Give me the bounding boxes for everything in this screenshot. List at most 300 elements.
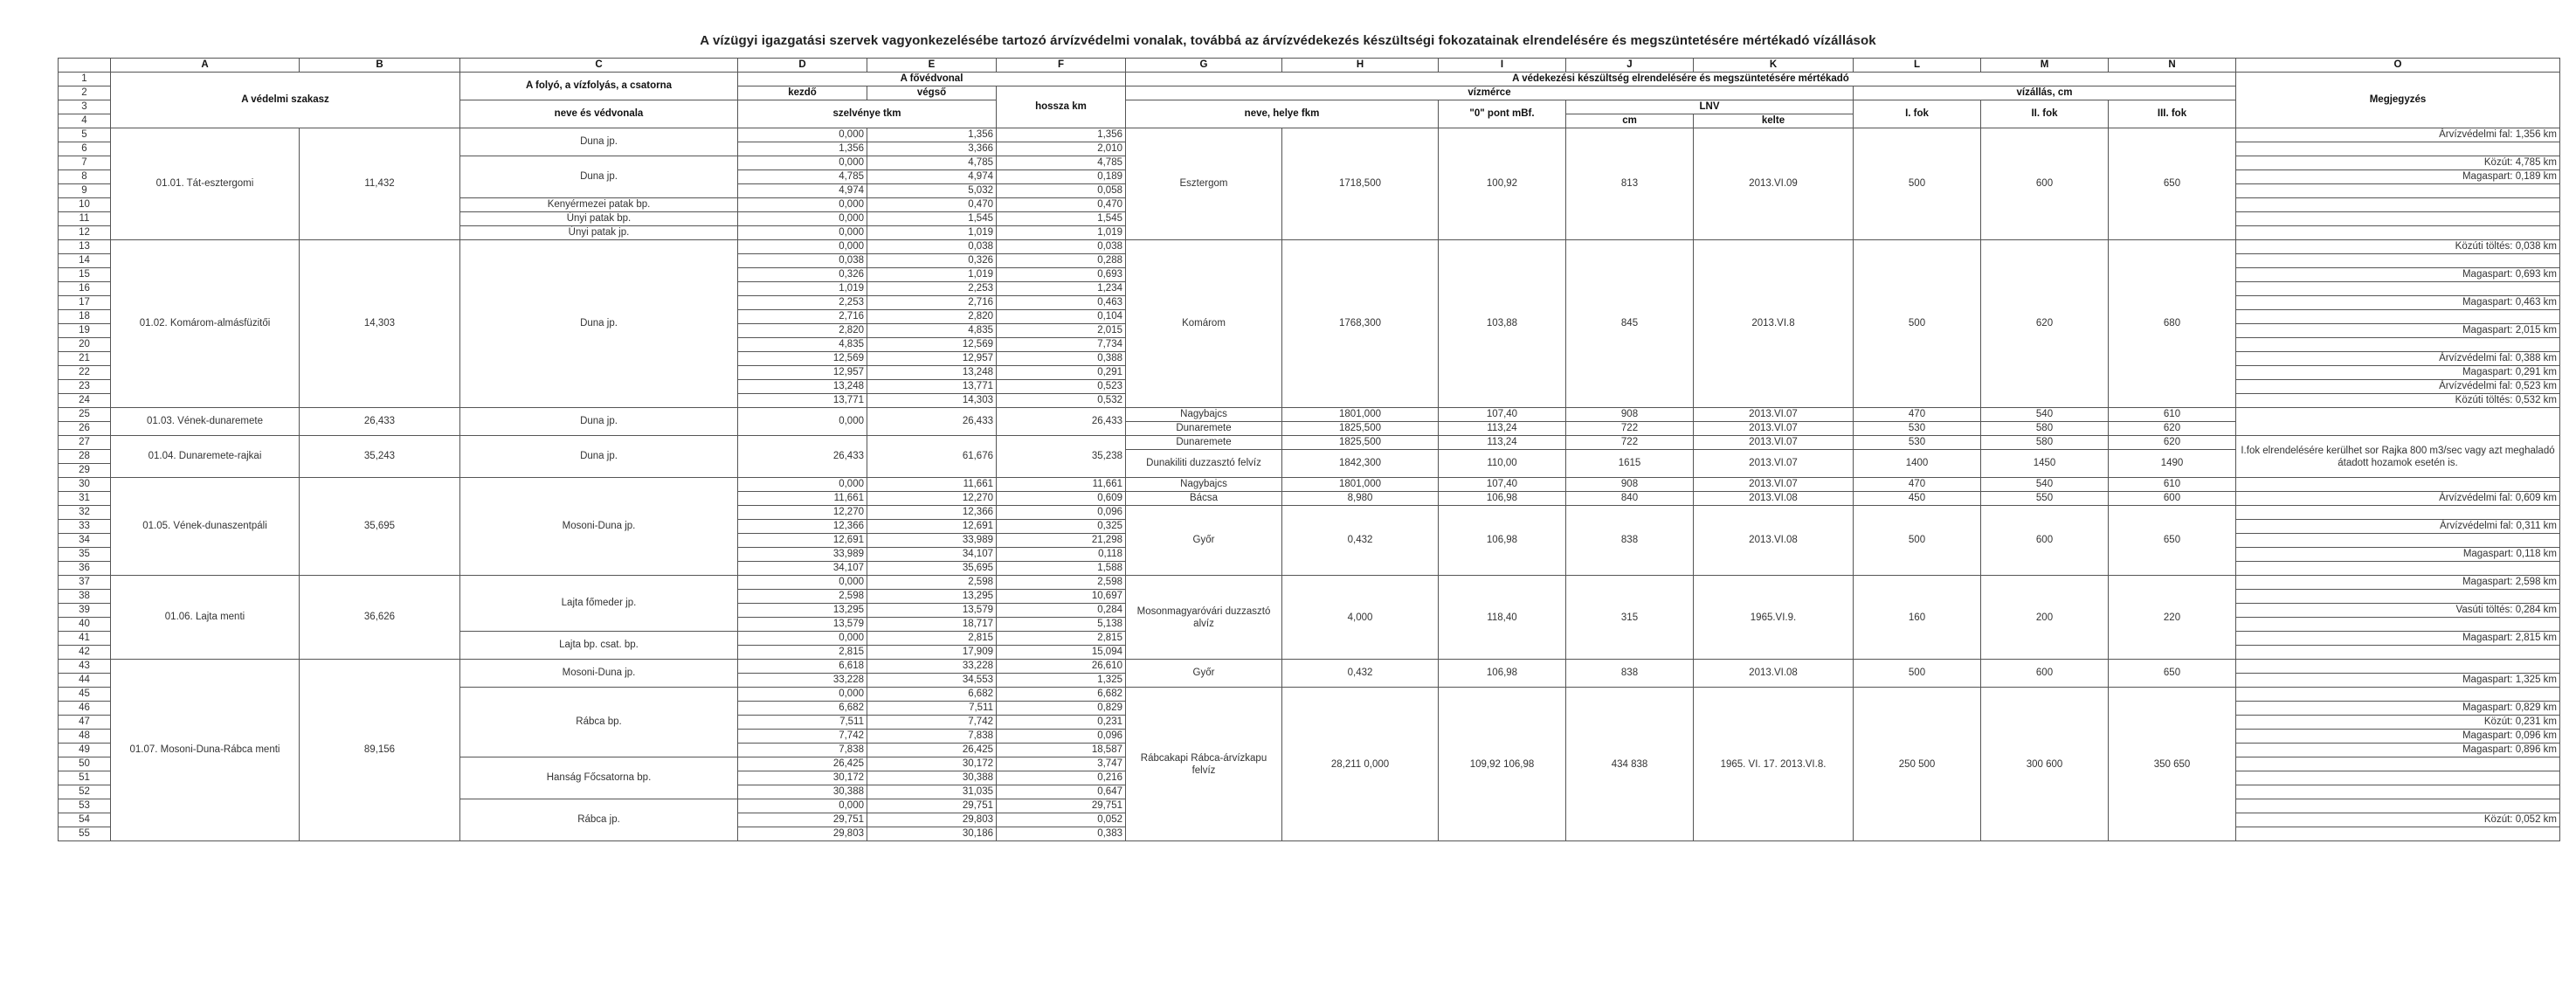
table-row <box>59 660 2560 674</box>
end-km: 26,433 <box>867 408 997 436</box>
end-km: 7,742 <box>867 716 997 730</box>
start-km: 4,974 <box>738 184 867 198</box>
row-number: 14 <box>59 254 111 268</box>
note-cell: Árvízvédelmi fal: 0,311 km <box>2236 520 2560 534</box>
row-number: 47 <box>59 716 111 730</box>
note-cell: Magaspart: 2,015 km <box>2236 324 2560 338</box>
level-1-value: 470 <box>1854 408 1981 422</box>
end-km: 11,661 <box>867 478 997 492</box>
length-km: 2,598 <box>997 576 1126 590</box>
gauge-fkm: 1801,000 <box>1282 408 1439 422</box>
note-cell <box>2236 212 2560 226</box>
level-2-value: 1450 <box>1981 450 2109 478</box>
header-water-level: vízállás, cm <box>1854 86 2236 100</box>
level-3-value: 620 <box>2109 422 2236 436</box>
row-number: 10 <box>59 198 111 212</box>
row-number: 8 <box>59 170 111 184</box>
section-length: 36,626 <box>300 576 460 660</box>
gauge-lnv-cm: 838 <box>1566 506 1694 576</box>
start-km: 12,366 <box>738 520 867 534</box>
length-km: 5,138 <box>997 618 1126 632</box>
level-2-value: 300 600 <box>1981 688 2109 841</box>
length-km: 0,291 <box>997 366 1126 380</box>
end-km: 6,682 <box>867 688 997 702</box>
column-letter: N <box>2109 59 2236 73</box>
length-km: 2,015 <box>997 324 1126 338</box>
level-3-value: 1490 <box>2109 450 2236 478</box>
start-km: 2,815 <box>738 646 867 660</box>
gauge-fkm: 1825,500 <box>1282 422 1439 436</box>
column-letter: B <box>300 59 460 73</box>
end-km: 26,425 <box>867 744 997 757</box>
column-letter: D <box>738 59 867 73</box>
length-km: 1,356 <box>997 128 1126 142</box>
gauge-fkm: 1768,300 <box>1282 240 1439 408</box>
gauge-lnv-cm: 722 <box>1566 436 1694 450</box>
level-2-value: 540 <box>1981 478 2109 492</box>
row-number: 31 <box>59 492 111 506</box>
gauge-zero-point: 107,40 <box>1439 478 1566 492</box>
section-name: 01.03. Vének-dunaremete <box>111 408 300 436</box>
length-km: 0,463 <box>997 296 1126 310</box>
row-number: 52 <box>59 785 111 799</box>
start-km: 12,957 <box>738 366 867 380</box>
start-km: 0,326 <box>738 268 867 282</box>
section-length: 14,303 <box>300 240 460 408</box>
end-km: 2,716 <box>867 296 997 310</box>
gauge-zero-point: 100,92 <box>1439 128 1566 240</box>
note-cell <box>2236 799 2560 813</box>
start-km: 34,107 <box>738 562 867 576</box>
gauge-lnv-cm: 845 <box>1566 240 1694 408</box>
row-number: 20 <box>59 338 111 352</box>
river-name: Kenyérmezei patak bp. <box>460 198 738 212</box>
level-1-value: 450 <box>1854 492 1981 506</box>
row-number: 46 <box>59 702 111 716</box>
row-number: 15 <box>59 268 111 282</box>
section-length: 26,433 <box>300 408 460 436</box>
note-cell <box>2236 408 2560 436</box>
end-km: 33,228 <box>867 660 997 674</box>
row-number: 55 <box>59 827 111 841</box>
note-cell: Árvízvédelmi fal: 0,523 km <box>2236 380 2560 394</box>
level-1-value: 530 <box>1854 422 1981 436</box>
gauge-name: Nagybajcs <box>1126 408 1282 422</box>
gauge-lnv-cm: 813 <box>1566 128 1694 240</box>
length-km: 18,587 <box>997 744 1126 757</box>
end-km: 12,569 <box>867 338 997 352</box>
start-km: 1,356 <box>738 142 867 156</box>
end-km: 1,356 <box>867 128 997 142</box>
row-number: 25 <box>59 408 111 422</box>
end-km: 1,019 <box>867 268 997 282</box>
level-2-value: 620 <box>1981 240 2109 408</box>
gauge-zero-point: 106,98 <box>1439 660 1566 688</box>
length-km: 0,096 <box>997 506 1126 520</box>
row-number: 35 <box>59 548 111 562</box>
note-cell: Magaspart: 0,896 km <box>2236 744 2560 757</box>
end-km: 34,553 <box>867 674 997 688</box>
note-cell <box>2236 506 2560 520</box>
length-km: 1,325 <box>997 674 1126 688</box>
start-km: 2,716 <box>738 310 867 324</box>
end-km: 2,815 <box>867 632 997 646</box>
row-number: 11 <box>59 212 111 226</box>
section-name: 01.05. Vének-dunaszentpáli <box>111 478 300 576</box>
note-cell <box>2236 534 2560 548</box>
start-km: 4,785 <box>738 170 867 184</box>
length-km: 26,610 <box>997 660 1126 674</box>
note-cell <box>2236 198 2560 212</box>
length-km: 4,785 <box>997 156 1126 170</box>
length-km: 21,298 <box>997 534 1126 548</box>
row-number: 34 <box>59 534 111 548</box>
start-km: 0,000 <box>738 226 867 240</box>
length-km: 0,096 <box>997 730 1126 744</box>
note-cell: Magaspart: 0,118 km <box>2236 548 2560 562</box>
gauge-lnv-cm: 315 <box>1566 576 1694 660</box>
column-letter: O <box>2236 59 2560 73</box>
gauge-fkm: 4,000 <box>1282 576 1439 660</box>
start-km: 11,661 <box>738 492 867 506</box>
header-level-3: III. fok <box>2109 100 2236 128</box>
start-km: 0,000 <box>738 198 867 212</box>
river-name: Rábca jp. <box>460 799 738 841</box>
river-name: Mosoni-Duna jp. <box>460 478 738 576</box>
row-number: 22 <box>59 366 111 380</box>
start-km: 29,751 <box>738 813 867 827</box>
start-km: 0,000 <box>738 478 867 492</box>
section-name: 01.06. Lajta menti <box>111 576 300 660</box>
end-km: 29,803 <box>867 813 997 827</box>
start-km: 0,000 <box>738 156 867 170</box>
start-km: 7,742 <box>738 730 867 744</box>
row-number: 18 <box>59 310 111 324</box>
row-number: 17 <box>59 296 111 310</box>
row-number: 39 <box>59 604 111 618</box>
start-km: 13,771 <box>738 394 867 408</box>
note-cell <box>2236 184 2560 198</box>
header-gauge: vízmérce <box>1126 86 1854 100</box>
header-river: A folyó, a vízfolyás, a csatorna <box>460 73 738 100</box>
river-name: Lajta főmeder jp. <box>460 576 738 632</box>
length-km: 0,523 <box>997 380 1126 394</box>
end-km: 17,909 <box>867 646 997 660</box>
note-cell: Magaspart: 0,463 km <box>2236 296 2560 310</box>
gauge-lnv-date: 2013.VI.08 <box>1694 492 1854 506</box>
level-3-value: 610 <box>2109 478 2236 492</box>
end-km: 14,303 <box>867 394 997 408</box>
level-2-value: 600 <box>1981 506 2109 576</box>
end-km: 13,295 <box>867 590 997 604</box>
length-km: 0,284 <box>997 604 1126 618</box>
note-cell <box>2236 562 2560 576</box>
length-km: 7,734 <box>997 338 1126 352</box>
note-cell <box>2236 478 2560 492</box>
start-km: 26,433 <box>738 436 867 478</box>
gauge-lnv-date: 2013.VI.09 <box>1694 128 1854 240</box>
gauge-lnv-date: 1965. VI. 17. 2013.VI.8. <box>1694 688 1854 841</box>
end-km: 35,695 <box>867 562 997 576</box>
start-km: 33,228 <box>738 674 867 688</box>
river-name: Duna jp. <box>460 156 738 198</box>
header-level-2: II. fok <box>1981 100 2109 128</box>
length-km: 0,609 <box>997 492 1126 506</box>
note-cell: Magaspart: 0,291 km <box>2236 366 2560 380</box>
level-3-value: 610 <box>2109 408 2236 422</box>
end-km: 29,751 <box>867 799 997 813</box>
row-number: 38 <box>59 590 111 604</box>
start-km: 7,511 <box>738 716 867 730</box>
table-row <box>59 408 2560 422</box>
river-name: Duna jp. <box>460 128 738 156</box>
row-number: 51 <box>59 771 111 785</box>
row-number: 13 <box>59 240 111 254</box>
row-number: 40 <box>59 618 111 632</box>
end-km: 18,717 <box>867 618 997 632</box>
row-number: 33 <box>59 520 111 534</box>
header-lnv: LNV <box>1566 100 1854 114</box>
note-cell <box>2236 757 2560 771</box>
end-km: 4,835 <box>867 324 997 338</box>
start-km: 29,803 <box>738 827 867 841</box>
end-km: 33,989 <box>867 534 997 548</box>
row-number: 27 <box>59 436 111 450</box>
note-cell <box>2236 646 2560 660</box>
header-river-line: neve és védvonala <box>460 100 738 128</box>
end-km: 4,974 <box>867 170 997 184</box>
column-letter: J <box>1566 59 1694 73</box>
note-cell: Árvízvédelmi fal: 0,609 km <box>2236 492 2560 506</box>
start-km: 0,000 <box>738 408 867 436</box>
gauge-name: Dunaremete <box>1126 422 1282 436</box>
column-letter: I <box>1439 59 1566 73</box>
note-cell: Közúti töltés: 0,532 km <box>2236 394 2560 408</box>
length-km: 1,545 <box>997 212 1126 226</box>
row-number: 24 <box>59 394 111 408</box>
gauge-lnv-date: 2013.VI.07 <box>1694 422 1854 436</box>
row-number: 43 <box>59 660 111 674</box>
note-cell: Magaspart: 0,096 km <box>2236 730 2560 744</box>
length-km: 0,058 <box>997 184 1126 198</box>
gauge-fkm: 1825,500 <box>1282 436 1439 450</box>
note-cell <box>2236 338 2560 352</box>
section-length: 35,695 <box>300 478 460 576</box>
end-km: 5,032 <box>867 184 997 198</box>
end-km: 12,691 <box>867 520 997 534</box>
length-km: 0,470 <box>997 198 1126 212</box>
note-cell: Magaspart: 2,598 km <box>2236 576 2560 590</box>
river-name: Únyi patak jp. <box>460 226 738 240</box>
section-length: 89,156 <box>300 660 460 841</box>
level-3-value: 650 <box>2109 506 2236 576</box>
column-letter: K <box>1694 59 1854 73</box>
end-km: 30,186 <box>867 827 997 841</box>
row-number: 7 <box>59 156 111 170</box>
level-1-value: 1400 <box>1854 450 1981 478</box>
note-cell <box>2236 618 2560 632</box>
header-zero-point: "0" pont mBf. <box>1439 100 1566 128</box>
level-1-value: 470 <box>1854 478 1981 492</box>
level-2-value: 580 <box>1981 436 2109 450</box>
note-cell <box>2236 590 2560 604</box>
section-name: 01.02. Komárom-almásfüzitői <box>111 240 300 408</box>
level-3-value: 350 650 <box>2109 688 2236 841</box>
length-km: 10,697 <box>997 590 1126 604</box>
note-cell: Magaspart: 0,189 km <box>2236 170 2560 184</box>
end-km: 0,326 <box>867 254 997 268</box>
end-km: 31,035 <box>867 785 997 799</box>
end-km: 4,785 <box>867 156 997 170</box>
gauge-fkm: 1718,500 <box>1282 128 1439 240</box>
header-main-line: A fővédvonal <box>738 73 1126 86</box>
gauge-lnv-date: 2013.VI.07 <box>1694 478 1854 492</box>
length-km: 2,815 <box>997 632 1126 646</box>
gauge-name: Esztergom <box>1126 128 1282 240</box>
length-km: 0,693 <box>997 268 1126 282</box>
row-number: 32 <box>59 506 111 520</box>
river-name: Únyi patak bp. <box>460 212 738 226</box>
note-cell: Magaspart: 2,815 km <box>2236 632 2560 646</box>
start-km: 6,618 <box>738 660 867 674</box>
start-km: 7,838 <box>738 744 867 757</box>
gauge-lnv-date: 1965.VI.9. <box>1694 576 1854 660</box>
gauge-lnv-date: 2013.VI.08 <box>1694 506 1854 576</box>
gauge-zero-point: 106,98 <box>1439 506 1566 576</box>
note-cell: Közúti töltés: 0,038 km <box>2236 240 2560 254</box>
start-km: 2,598 <box>738 590 867 604</box>
length-km: 3,747 <box>997 757 1126 771</box>
river-name: Mosoni-Duna jp. <box>460 660 738 688</box>
header-section: A védelmi szakasz <box>111 73 460 128</box>
row-number: 41 <box>59 632 111 646</box>
section-name: 01.01. Tát-esztergomi <box>111 128 300 240</box>
gauge-name: Rábcakapi Rábca-árvízkapu felvíz <box>1126 688 1282 841</box>
table-row <box>59 478 2560 492</box>
length-km: 0,325 <box>997 520 1126 534</box>
row-number: 6 <box>59 142 111 156</box>
level-3-value: 220 <box>2109 576 2236 660</box>
gauge-name: Győr <box>1126 660 1282 688</box>
end-km: 2,253 <box>867 282 997 296</box>
river-name: Duna jp. <box>460 240 738 408</box>
gauge-fkm: 28,211 0,000 <box>1282 688 1439 841</box>
length-km: 0,052 <box>997 813 1126 827</box>
end-km: 7,511 <box>867 702 997 716</box>
end-km: 2,820 <box>867 310 997 324</box>
row-number: 45 <box>59 688 111 702</box>
end-km: 12,270 <box>867 492 997 506</box>
end-km: 3,366 <box>867 142 997 156</box>
gauge-name: Dunaremete <box>1126 436 1282 450</box>
row-number: 28 <box>59 450 111 464</box>
corner-cell <box>59 59 111 73</box>
row-number: 21 <box>59 352 111 366</box>
table-row <box>59 128 2560 142</box>
end-km: 34,107 <box>867 548 997 562</box>
end-km: 1,545 <box>867 212 997 226</box>
note-cell: I.fok elrendelésére kerülhet sor Rajka 800 m3/sec vagy azt meghaladó átadott hozamok esetén is. <box>2236 436 2560 478</box>
length-km: 0,216 <box>997 771 1126 785</box>
column-letter: L <box>1854 59 1981 73</box>
gauge-name: Bácsa <box>1126 492 1282 506</box>
start-km: 13,248 <box>738 380 867 394</box>
row-number: 36 <box>59 562 111 576</box>
end-km: 13,579 <box>867 604 997 618</box>
end-km: 0,038 <box>867 240 997 254</box>
note-cell <box>2236 827 2560 841</box>
row-number: 19 <box>59 324 111 338</box>
gauge-lnv-date: 2013.VI.07 <box>1694 436 1854 450</box>
note-cell: Közút: 0,052 km <box>2236 813 2560 827</box>
end-km: 30,172 <box>867 757 997 771</box>
end-km: 1,019 <box>867 226 997 240</box>
river-name: Duna jp. <box>460 436 738 478</box>
row-number: 5 <box>59 128 111 142</box>
column-letter-row <box>59 59 2560 73</box>
note-cell: Árvízvédelmi fal: 1,356 km <box>2236 128 2560 142</box>
start-km: 26,425 <box>738 757 867 771</box>
length-km: 0,118 <box>997 548 1126 562</box>
end-km: 7,838 <box>867 730 997 744</box>
row-number: 44 <box>59 674 111 688</box>
gauge-name: Nagybajcs <box>1126 478 1282 492</box>
length-km: 11,661 <box>997 478 1126 492</box>
start-km: 12,569 <box>738 352 867 366</box>
start-km: 33,989 <box>738 548 867 562</box>
note-cell <box>2236 254 2560 268</box>
end-km: 12,366 <box>867 506 997 520</box>
end-km: 2,598 <box>867 576 997 590</box>
start-km: 13,579 <box>738 618 867 632</box>
header-gauge-name: neve, helye fkm <box>1126 100 1439 128</box>
note-cell: Közút: 0,231 km <box>2236 716 2560 730</box>
end-km: 61,676 <box>867 436 997 478</box>
gauge-zero-point: 106,98 <box>1439 492 1566 506</box>
gauge-lnv-date: 2013.VI.07 <box>1694 408 1854 422</box>
level-1-value: 530 <box>1854 436 1981 450</box>
header-lnv-cm: cm <box>1566 114 1694 128</box>
row-number: 48 <box>59 730 111 744</box>
end-km: 0,470 <box>867 198 997 212</box>
start-km: 0,000 <box>738 240 867 254</box>
gauge-fkm: 1801,000 <box>1282 478 1439 492</box>
start-km: 0,038 <box>738 254 867 268</box>
level-3-value: 650 <box>2109 660 2236 688</box>
header-level-1: I. fok <box>1854 100 1981 128</box>
row-number: 29 <box>59 464 111 478</box>
row-number: 54 <box>59 813 111 827</box>
start-km: 12,270 <box>738 506 867 520</box>
gauge-fkm: 0,432 <box>1282 506 1439 576</box>
row-number: 16 <box>59 282 111 296</box>
gauge-name: Mosonmagyaróvári duzzasztó alvíz <box>1126 576 1282 660</box>
start-km: 0,000 <box>738 212 867 226</box>
row-number: 37 <box>59 576 111 590</box>
section-length: 35,243 <box>300 436 460 478</box>
header-end: végső <box>867 86 997 100</box>
column-letter: E <box>867 59 997 73</box>
gauge-zero-point: 109,92 106,98 <box>1439 688 1566 841</box>
start-km: 4,835 <box>738 338 867 352</box>
header-length: hossza km <box>997 86 1126 128</box>
column-letter: A <box>111 59 300 73</box>
gauge-zero-point: 107,40 <box>1439 408 1566 422</box>
length-km: 6,682 <box>997 688 1126 702</box>
gauge-zero-point: 113,24 <box>1439 422 1566 436</box>
start-km: 6,682 <box>738 702 867 716</box>
row-number: 30 <box>59 478 111 492</box>
